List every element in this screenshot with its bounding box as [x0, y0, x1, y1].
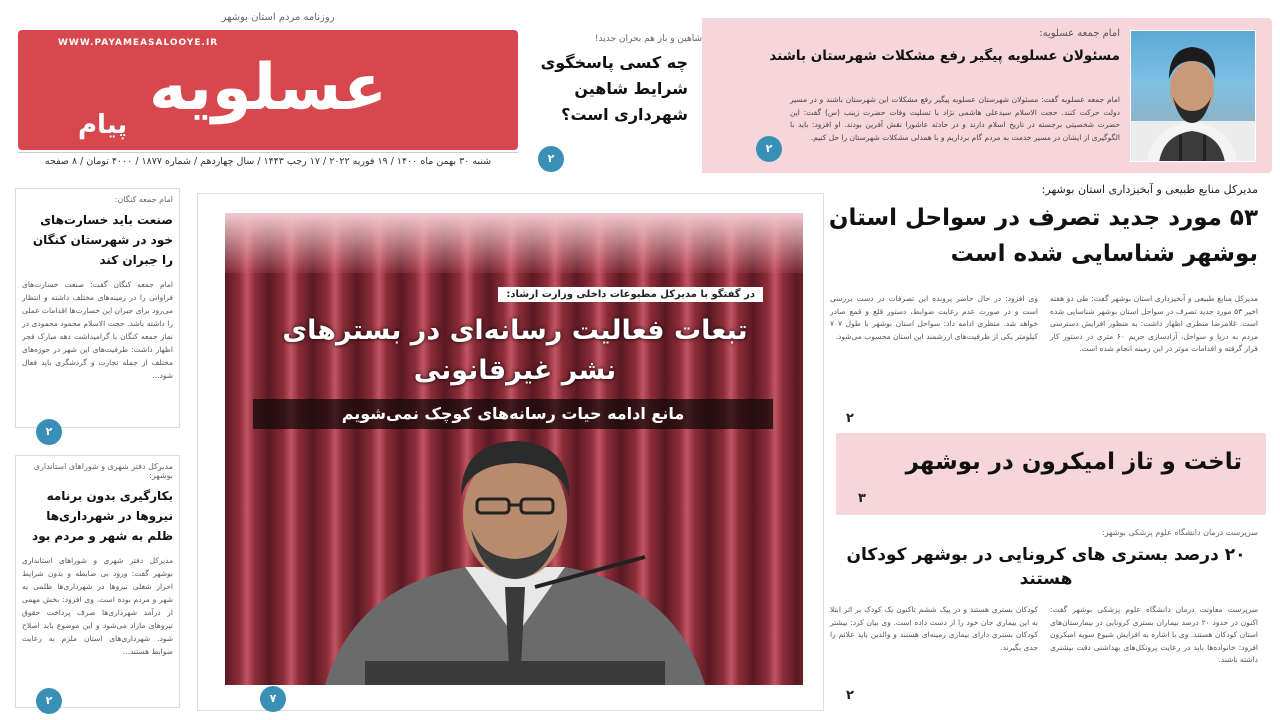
teaser-story[interactable] [522, 20, 702, 170]
left2-kicker: مدیرکل دفتر شهری و شوراهای استانداری بوشهر: [33, 462, 173, 480]
lead-body-col-2: وی افزود: در حال حاضر پرونده این تصرفات در دست بررسی است و در صورت عدم رعایت ضوابط، دستور قلع و قمع صادر خواهد شد. منظری ادامه داد: سواحل استان بوشهر با طول ۷۰۷ کیلومتر یکی از ظرفیت‌های ارزشمند این استان محسوب می‌شود. [830, 294, 1038, 341]
feature-kicker: در گفتگو با مدیرکل مطبوعات داخلی وزارت ارشاد: [498, 287, 763, 302]
left1-kicker: امام جمعه کنگان: [114, 195, 173, 204]
lead-body-columns [830, 293, 1258, 356]
left2-headline[interactable]: بکارگیری بدون برنامه نیروها در شهرداری‌ها ظلم به شهر و مردم بود [32, 489, 173, 543]
lead-story[interactable] [826, 183, 1266, 426]
logo-name: عسلویه [149, 51, 387, 125]
cleric-portrait-photo [1130, 30, 1256, 162]
topbox-page-badge: ۲ [756, 136, 782, 162]
dateline: شنبه ۳۰ بهمن ماه ۱۴۰۰ / ۱۹ فوریه ۲۰۲۲ / ۱۷ رجب ۱۴۴۳ / سال چهاردهم / شماره ۱۸۷۷ / ۴۰۰۰ تومان / ۸ صفحه [18, 152, 518, 167]
feature-headline[interactable]: تبعات فعالیت رسانه‌ای در بسترهای نشر غیرقانونی [282, 315, 748, 386]
left-story-1[interactable] [15, 188, 180, 438]
covid-body-columns [830, 604, 1258, 667]
newspaper-logo [18, 30, 518, 150]
feature-photo [225, 213, 803, 685]
omicron-headline[interactable]: تاخت و تاز امیکرون در بوشهر [905, 449, 1242, 475]
feature-page-badge: ۷ [260, 686, 286, 712]
lead-headline[interactable]: ۵۳ مورد جدید تصرف در سواحل استان بوشهر شناسایی شده است [828, 205, 1258, 267]
covid-page-number: ۲ [846, 688, 854, 703]
omicron-page-number: ۳ [858, 491, 866, 506]
masthead-tagline: روزنامه مردم استان بوشهر [221, 12, 335, 23]
topbox-body: امام جمعه عسلویه گفت: مسئولان شهرستان عسلویه پیگیر رفع مشکلات این شهرستان باشند و در مسیر دولت حرکت کنند. حجت الاسلام سیدعلی هاشمی نژاد با تسلیت وفات حضرت زینب (س) گفت: این حضرت شخصیتی برجسته در تاریخ اسلام دارند و در حادثه عاشورا نقش آفرین بودند. او افزود: باید با الگوگیری از ایشان در مسیر خدمت به مردم گام برداریم و با همدلی مشکلات شهرستان را حل کنیم. [790, 95, 1120, 142]
lead-body-col-1: مدیرکل منابع طبیعی و آبخیزداری استان بوشهر گفت: طی دو هفته اخیر ۵۳ مورد جدید تصرف در سواحل استان بوشهر شناسایی شده است. غلامرضا منظری اظهار داشت: به منظور افزایش دسترسی مردم به دریا و سواحل، آزادسازی حریم ۶۰ متری در دستور کار قرار گرفته و اقدامات موثر در این زمینه انجام شده است. [1050, 294, 1258, 353]
logo-sub: پیام [78, 110, 128, 140]
website-url[interactable]: WWW.PAYAMEASALOOYE.IR [58, 38, 219, 48]
covid-headline[interactable]: ۲۰ درصد بستری های کرونایی در بوشهر کودکان هستند [846, 545, 1246, 589]
teaser-headline[interactable]: چه کسی پاسخگوی شرایط شاهین شهرداری است؟ [540, 53, 688, 124]
covid-story[interactable] [826, 528, 1266, 710]
topbox-headline[interactable]: مسئولان عسلویه پیگیر رفع مشکلات شهرستان باشند [769, 48, 1120, 64]
teaser-page-badge: ۲ [538, 146, 564, 172]
covid-body-col-2: کودکان بستری هستند و در پیک ششم تاکنون یک کودک بر اثر ابتلا به این بیماری جان خود را از دست داده است. وی بیان کرد: بیشتر کودکان بستری دارای بیماری زمینه‌ای هستند و والدین باید علائم را جدی بگیرند. [830, 605, 1038, 652]
curtain-valance [225, 213, 803, 273]
covid-kicker: سرپرست درمان دانشگاه علوم پزشکی بوشهر: [1101, 528, 1258, 537]
left1-page-badge: ۲ [36, 419, 62, 445]
speaker-figure [265, 437, 765, 685]
lead-page-number: ۲ [846, 411, 854, 426]
left2-body: مدیرکل دفتر شهری و شوراهای استانداری بوشهر گفت: ورود بی ضابطه و بدون شرایط احراز شغلی نیروها در شهرداری‌ها ظلمی به شهر و مردم بوده است. وی افزود: بخش مهمی از درآمد شهرداری‌ها صرف پرداخت حقوق نیروهای مازاد می‌شود و این موضوع باید اصلاح شود. شهرداری‌های استان ملزم به رعایت ضوابط هستند... [22, 556, 173, 656]
lead-kicker: مدیرکل منابع طبیعی و آبخیزداری استان بوشهر: [1041, 183, 1258, 196]
left2-page-badge: ۲ [36, 688, 62, 714]
feature-story[interactable] [197, 193, 824, 711]
top-story-box[interactable] [702, 18, 1272, 173]
left-story-2[interactable] [15, 455, 180, 708]
covid-body-col-1: سرپرست معاونت درمان دانشگاه علوم پزشکی بوشهر گفت: اکنون در حدود ۲۰ درصد بیماران بستری کرونایی در بیمارستان‌های استان کودکان هستند. وی با اشاره به افزایش شیوع سویه امیکرون افزود: خانواده‌ها باید در رعایت پروتکل‌های بهداشتی دقت بیشتری داشته باشند. [1050, 605, 1258, 664]
left1-body: امام جمعه کنگان گفت: صنعت خسارت‌های فراوانی را در زمینه‌های مختلف داشته و انتظار می‌رود برای جبران این خسارت‌ها اقدامات عملی را داشته باشد. حجت الاسلام محمود محمودی در نماز جمعه کنگان با گرامیداشت دهه مبارک فجر اظهار داشت: ظرفیت‌های این شهر در حوزه‌های مختلف از جمله تجارت و گردشگری باید فعال شود... [22, 280, 173, 380]
topbox-kicker: امام جمعه عسلویه: [1039, 28, 1120, 39]
feature-subheadline: مانع ادامه حیات رسانه‌های کوچک نمی‌شویم [253, 399, 773, 429]
teaser-kicker: شاهین و باز هم بحران جدید! [594, 34, 702, 44]
omicron-story-box[interactable] [836, 433, 1266, 515]
left1-headline[interactable]: صنعت باید خسارت‌های خود در شهرستان کنگان را جبران کند [32, 213, 173, 267]
masthead [8, 8, 518, 173]
